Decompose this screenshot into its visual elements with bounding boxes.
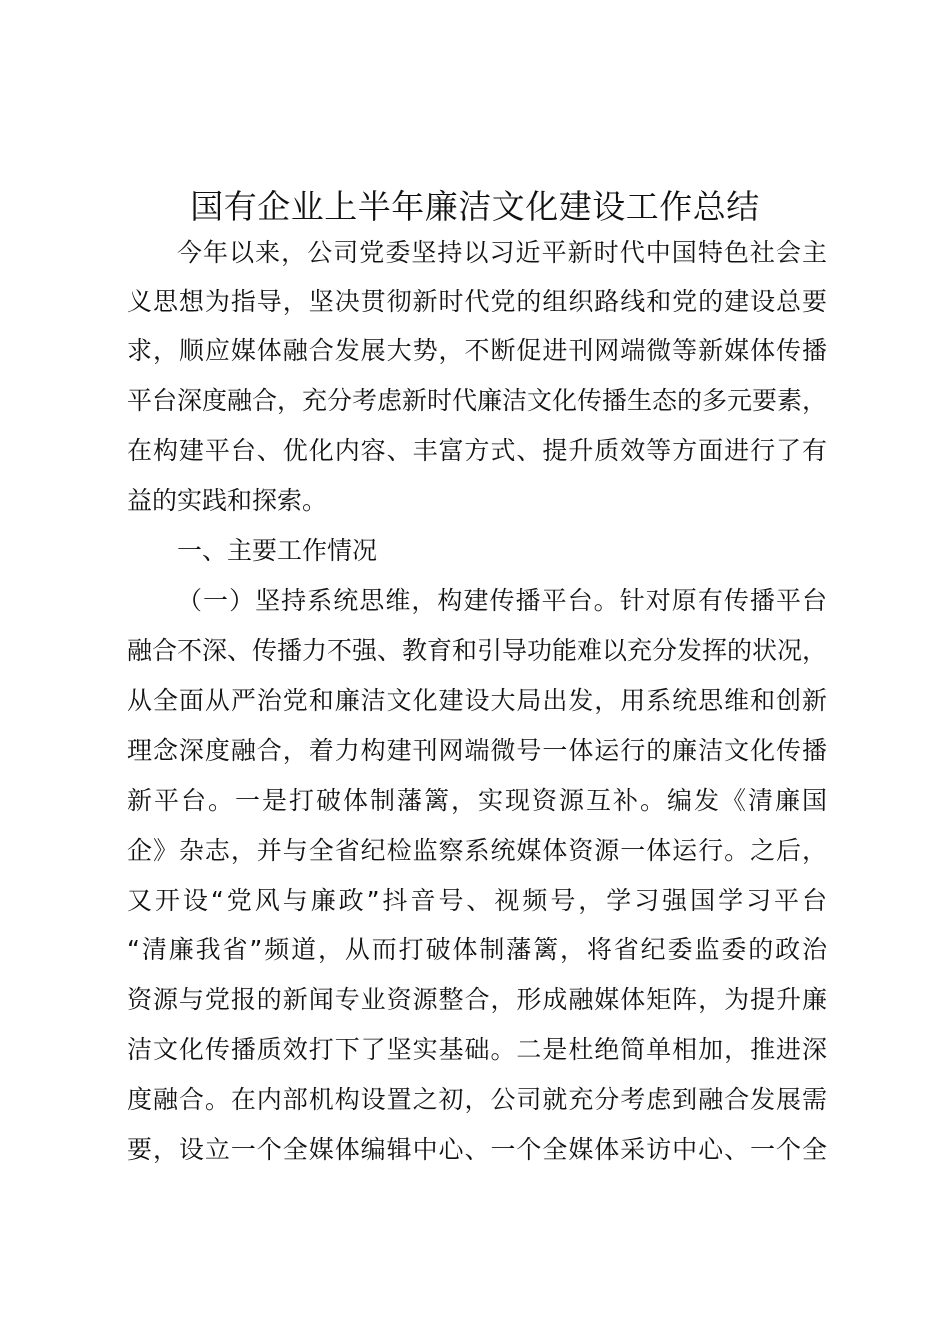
- paragraph-line: 洁文化传播质效打下了坚实基础。二是杜绝简单相加，推进深: [127, 1035, 827, 1064]
- paragraph-line: 企》杂志，并与全省纪检监察系统媒体资源一体运行。之后，: [127, 836, 827, 865]
- paragraph-line: 义思想为指导，坚决贯彻新时代党的组织路线和党的建设总要: [127, 287, 827, 316]
- paragraph-line: （一）坚持系统思维，构建传播平台。针对原有传播平台: [177, 586, 827, 615]
- paragraph-line: 理念深度融合，着力构建刊网端微号一体运行的廉洁文化传播: [127, 736, 827, 765]
- paragraph-line: “清廉我省”频道，从而打破体制藩篱，将省纪委监委的政治: [127, 935, 827, 964]
- paragraph-line: 今年以来，公司党委坚持以习近平新时代中国特色社会主: [177, 238, 827, 267]
- paragraph-line: 平台深度融合，充分考虑新时代廉洁文化传播生态的多元要素，: [127, 386, 828, 415]
- section-heading: 一、主要工作情况: [177, 536, 378, 565]
- paragraph-line: 从全面从严治党和廉洁文化建设大局出发，用系统思维和创新: [127, 686, 827, 715]
- paragraph-line: 新平台。一是打破体制藩篱，实现资源互补。编发《清廉国: [127, 786, 827, 815]
- paragraph-line: 益的实践和探索。: [127, 486, 328, 515]
- paragraph-line: 资源与党报的新闻专业资源整合，形成融媒体矩阵，为提升廉: [127, 985, 827, 1014]
- paragraph-line: 度融合。在内部机构设置之初，公司就充分考虑到融合发展需: [127, 1085, 827, 1114]
- paragraph-line: 要，设立一个全媒体编辑中心、一个全媒体采访中心、一个全: [127, 1135, 827, 1164]
- paragraph-line: 在构建平台、优化内容、丰富方式、提升质效等方面进行了有: [127, 436, 827, 465]
- document-title: 国有企业上半年廉洁文化建设工作总结: [190, 187, 760, 226]
- paragraph-line: 融合不深、传播力不强、教育和引导功能难以充分发挥的状况，: [127, 636, 828, 665]
- paragraph-line: 求，顺应媒体融合发展大势，不断促进刊网端微等新媒体传播: [127, 336, 827, 365]
- paragraph-line: 又开设“党风与廉政”抖音号、视频号，学习强国学习平台: [127, 886, 827, 915]
